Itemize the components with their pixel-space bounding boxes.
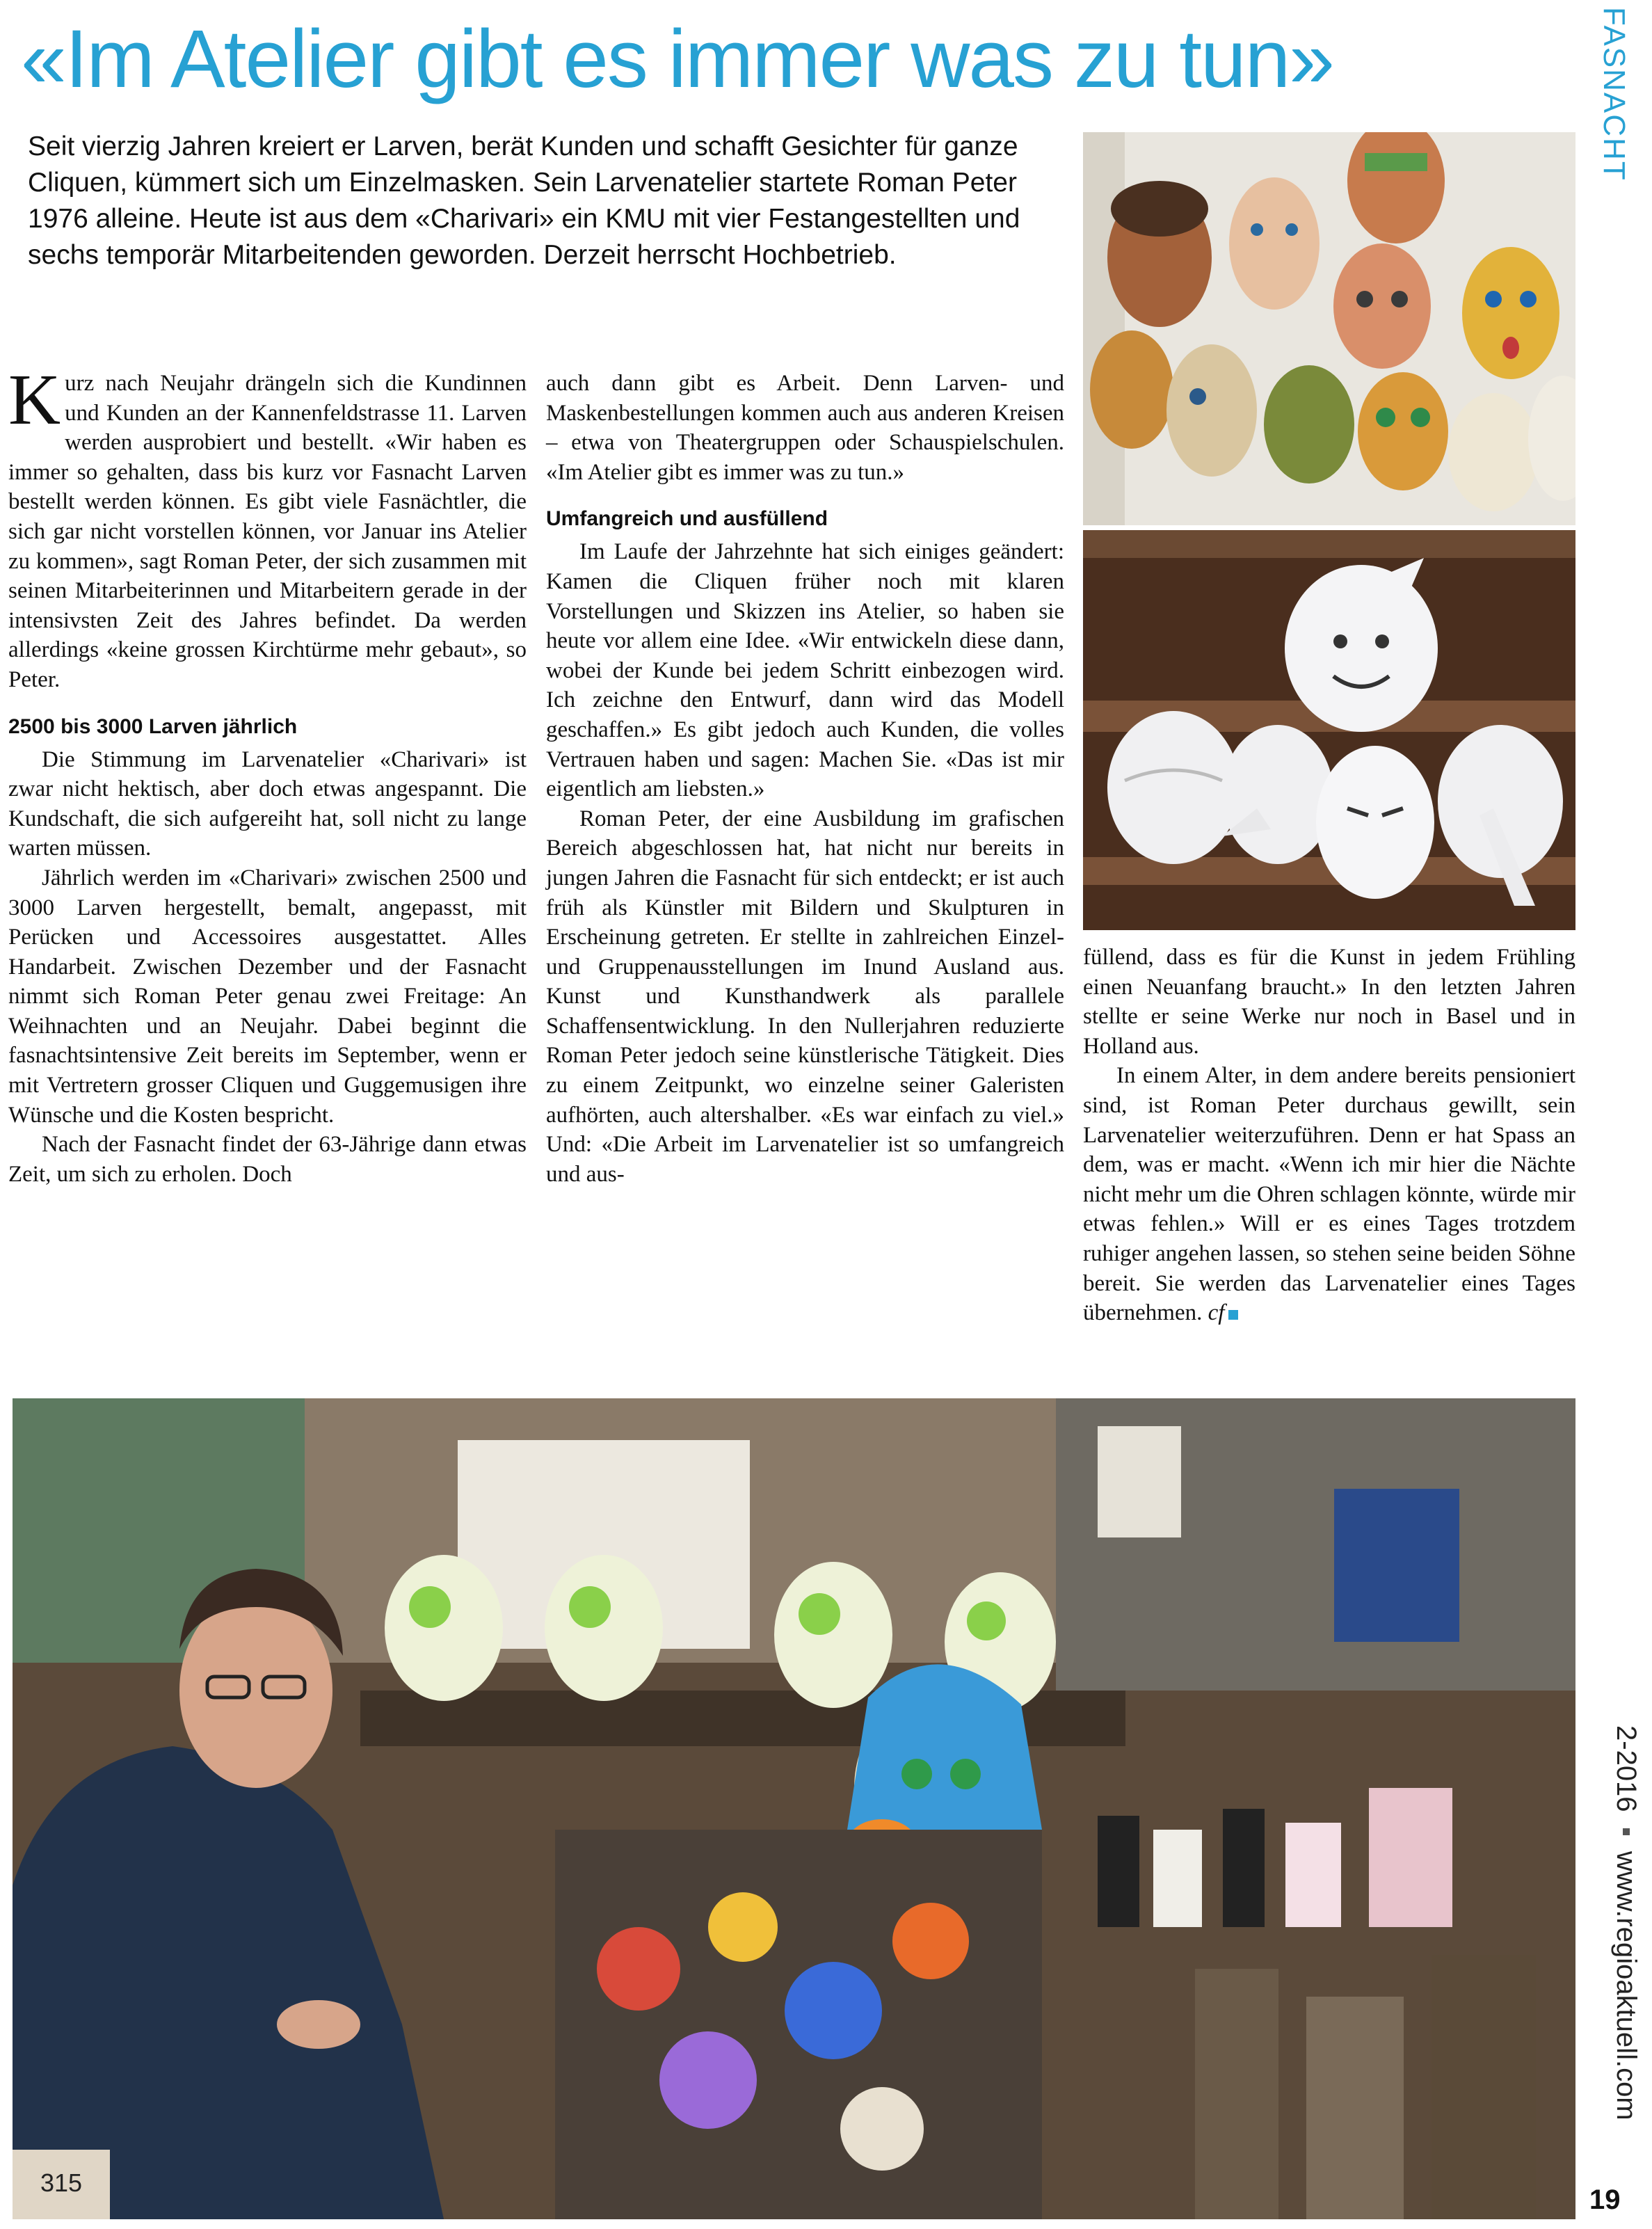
paint-palette (555, 1830, 1042, 2219)
side-footer (1586, 1725, 1642, 2171)
white-mask-left (1107, 711, 1240, 864)
mask-face-2 (1107, 181, 1212, 327)
price-label: 315 (40, 2168, 83, 2197)
lead-paragraph: Seit vierzig Jahren kreiert er Larven, berät Kunden und schafft Gesichter für ganze Cliquen, kümmert sich um Einzelmasken. Sein Larvenatelier startete Roman Peter 1976 alleine. Heute ist aus dem «Charivari» ein KMU mit vier Festangestellten und sechs temporär Mitarbeitenden geworden. Derzeit herrscht Hochbetrieb. (28, 131, 1020, 270)
mask-face-10 (1448, 393, 1539, 511)
mask-face-4 (1333, 243, 1431, 369)
article-paragraph: Jährlich werden im «Charivari» zwischen 2500 und 3000 Larven hergestellt, bemalt, angepasst, mit Perücken und Accessoires ausgestattet. Alles Handarbeit. Zwischen Dezember und der Fasnacht nimmt sich Roman Peter genau zwei Freitage: An Weihnachten und an Neujahr. Dabei beginnt die fasnachtsintensive Zeit bereits im September, wenn er mit Vertretern grosser Cliquen und Guggemusigen ihre Wünsche und die Kosten bespricht. (8, 865, 527, 1128)
headline: «Im Atelier gibt es immer was zu tun» (21, 13, 1333, 105)
mask-green-2 (545, 1555, 663, 1701)
section-label: FASNACHT (1597, 7, 1631, 182)
article-paragraph: auch dann gibt es Arbeit. Denn Larven- und Maskenbestellungen kommen auch aus anderen Kreisen – etwa von Theatergruppen oder Schauspielschulen. «Im Atelier gibt es immer was zu tun.» (546, 371, 1064, 485)
photo-artist-studio (13, 1398, 1575, 2219)
article-column-2 (546, 369, 1064, 1189)
article-column-3 (1083, 943, 1575, 1328)
mask-green-3 (774, 1562, 892, 1708)
mask-face-3 (1229, 177, 1320, 310)
article-paragraph: Roman Peter, der eine Ausbildung im grafischen Bereich abgeschlossen hat, hat nicht nur bereits in jungen Jahren die Fasnacht für sich entdeckt; er ist auch früh als Künstler mit Bildern und Skulpturen in Erscheinung getreten. Er stellte in zahlreichen Einzel- und Gruppenausstellungen im Inund Ausland aus. Kunst und Kunsthandwerk als parallele Schaffensentwicklung. In den Nullerjahren reduzierte Roman Peter jedoch seine künstlerische Tätigkeit. Dies zu einem Zeitpunkt, wo einzelne seiner Galeristen aufhörten, auch altershalber. «Es war einfach zu viel.» Und: «Die Arbeit im Larvenatelier ist so umfangreich und aus- (546, 806, 1064, 1187)
white-mask-center (1316, 746, 1434, 899)
mask-face-6 (1090, 330, 1173, 449)
price-label-tube (13, 2150, 110, 2219)
subheading: 2500 bis 3000 Larven jährlich (8, 714, 298, 738)
article-column-1 (8, 360, 527, 1189)
subheading: Umfangreich und ausfüllend (546, 507, 828, 531)
separator-dot (1623, 1828, 1630, 1835)
article-paragraph: Nach der Fasnacht findet der 63-Jährige dann etwas Zeit, um sich zu erholen. Doch (8, 1132, 527, 1187)
mask-face-5 (1462, 247, 1559, 379)
mask-face-8 (1264, 365, 1354, 484)
article-paragraph: In einem Alter, in dem andere bereits pensioniert sind, ist Roman Peter durchaus gewillt, sein Larvenatelier weiterzuführen. Denn er hat Spass an dem, was er macht. «Wenn ich mir hier die Nächte nicht mehr um die Ohren schlagen könnte, würde mir etwas fehlen.» Will er es eines Tages trotzdem ruhiger angehen lassen, so stehen seine beiden Söhne bereit. Sie werden das Larvenatelier eines Tages übernehmen. cf (1083, 1063, 1575, 1326)
page-number: 19 (1589, 2184, 1621, 2215)
author-signature: cf (1208, 1300, 1225, 1326)
mask-face-7 (1166, 344, 1257, 477)
issue-number: 2-2016 (1611, 1725, 1642, 1812)
photo-white-masks (1083, 530, 1575, 930)
article-paragraph: füllend, dass es für die Kunst in jedem Frühling einen Neuanfang braucht.» In den letzten Jahren stellte er seine Werke nur noch in Basel und in Holland aus. (1083, 945, 1575, 1059)
mask-face-9 (1358, 372, 1448, 490)
website-url: www.regioaktuell.com (1611, 1851, 1642, 2120)
end-mark (1228, 1310, 1238, 1320)
drop-cap: K (8, 360, 61, 440)
photo-mask-wall (1083, 132, 1575, 525)
article-paragraph: Kurz nach Neujahr drängeln sich die Kundinnen und Kunden an der Kannenfeldstrasse 11. Larven werden ausprobiert und bestellt. «Wir haben es immer so gehalten, dass bis kurz vor Fasnacht Larven bestellt werden können. Es gibt viele Fasnächtler, die sich gar nicht vorstellen können, vor Januar ins Atelier zu kommen», sagt Roman Peter, der sich zusammen mit seinen Mitarbeiterinnen und Mitarbeitern gerade in der intensivsten Zeit des Jahres befindet. Da werden allerdings «keine grossen Kirchtürme mehr gebaut», so Peter. (8, 360, 527, 692)
article-paragraph: Im Laufe der Jahrzehnte hat sich einiges geändert: Kamen die Cliquen früher noch mit klaren Vorstellungen und Skizzen ins Atelier, so haben sie heute vor allem eine Idee. «Wir entwickeln diese dann, wobei der Kunde bei jedem Schritt einbezogen wird. Ich zeichne den Entwurf, dann wird das Modell geschaffen.» Es gibt jedoch auch Kunden, die volles Vertrauen haben und sagen: Machen Sie. «Das ist mir eigentlich am liebsten.» (546, 539, 1064, 802)
mask-green-1 (385, 1555, 503, 1701)
article-paragraph: Die Stimmung im Larvenatelier «Charivari» ist zwar nicht hektisch, aber doch etwas angespannt. Die Kundschaft, die sich aufgereiht hat, soll nicht zu lange warten müssen. (8, 746, 527, 861)
white-mask-beak (1222, 725, 1333, 864)
